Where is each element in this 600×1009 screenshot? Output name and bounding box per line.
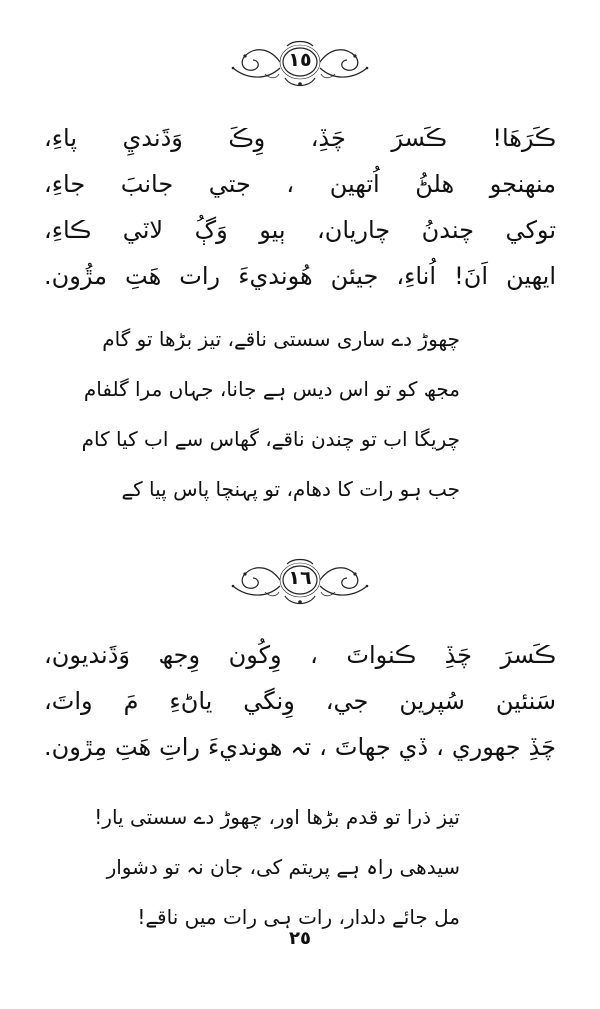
section-number: ١٦ <box>288 567 312 589</box>
sindhi-verse <box>44 115 556 299</box>
translation-line: تیز ذرا تو قدم بڑھا اور، چھوڑ دے سستی یار! <box>94 805 460 829</box>
translation-line: سیدھی راہ ہے پریتم کی، جان نہ تو دشوار <box>106 855 460 879</box>
urdu-translation <box>94 792 460 942</box>
sindhi-verse <box>44 632 556 770</box>
translation-line: مل جائے دلدار، رات ہی رات میں ناقے! <box>137 905 460 929</box>
urdu-translation <box>81 314 460 514</box>
translation-line: چھوڑ دے ساری سستی ناقے، تیز بڑھا تو گام <box>102 327 460 351</box>
page-number: ٢٥ <box>289 928 311 949</box>
section-number: ١٥ <box>288 49 312 71</box>
verse-line: چَڏِ جهوري ، ڏي جهاتَ ، تہ هونديءَ راتِ هَتِ مِڙون. <box>44 733 556 761</box>
verse-line: توکي چندنُ چاريان، ٻيو وَڳُ لاٽي ڪاءِ، <box>44 216 556 244</box>
translation-line: جب ہو رات کا دھام، تو پہنچا پاس پیا کے <box>121 477 460 501</box>
verse-line: سَنئين سُپرين جي، وِنگي ياڻءِ مَ واتَ، <box>44 687 556 715</box>
verse-line: ڪَسرَ چَڏِ ڪنواتَ ، وِکُون وِجھ وَڌَنديون، <box>44 641 556 669</box>
translation-line: چریگا اب تو چندن ناقے، گھاس سے اب کیا کام <box>81 427 460 451</box>
section-ornament <box>225 556 375 612</box>
verse-line: ڪَرَهَا! ڪَسرَ چَڏِ، وِڪَ وَڌَنديِ پاءِ، <box>44 124 556 152</box>
verse-line: منهنجو هلڻُ اُتهين ، جتي جانبَ جاءِ، <box>44 170 556 198</box>
verse-line: ايهين اَنَ! اُناءِ، جيئن هُونديءَ رات هَتِ مڙُون. <box>44 262 556 290</box>
translation-line: مجھ کو تو اس دیس ہے جانا، جہاں مرا گلفام <box>83 377 460 401</box>
section-ornament <box>225 38 375 94</box>
